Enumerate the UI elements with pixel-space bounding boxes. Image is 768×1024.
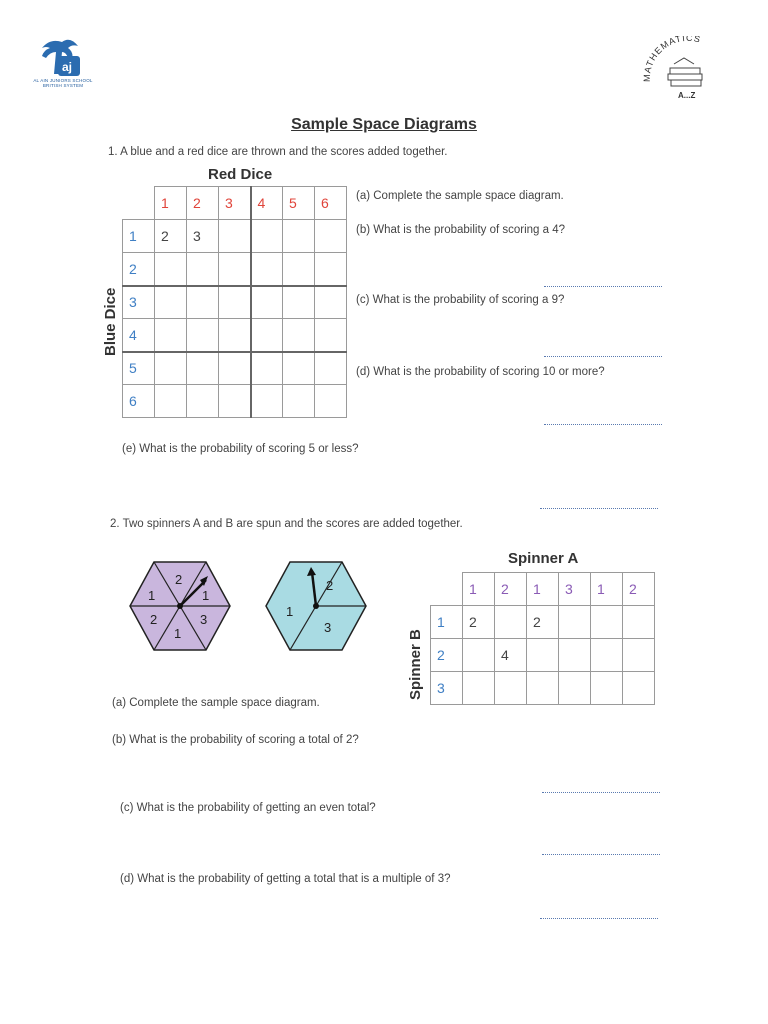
grid-cell[interactable] bbox=[527, 672, 559, 705]
col-header: 2 bbox=[495, 573, 527, 606]
grid-cell[interactable] bbox=[283, 385, 315, 418]
spinner-b bbox=[264, 560, 368, 652]
row-header: 1 bbox=[123, 220, 155, 253]
grid-cell[interactable] bbox=[283, 352, 315, 385]
grid-cell[interactable] bbox=[315, 385, 347, 418]
svg-text:aj: aj bbox=[62, 60, 73, 74]
grid-cell[interactable]: 3 bbox=[187, 220, 219, 253]
row-header: 3 bbox=[123, 286, 155, 319]
maths-logo bbox=[640, 36, 732, 106]
row-header: 4 bbox=[123, 319, 155, 352]
grid-cell[interactable]: 2 bbox=[463, 606, 495, 639]
q1-b-answer-line[interactable] bbox=[544, 286, 662, 287]
grid-cell[interactable] bbox=[495, 672, 527, 705]
q1-part-b: (b) What is the probability of scoring a 4? bbox=[356, 224, 566, 236]
grid-cell[interactable] bbox=[283, 220, 315, 253]
grid-cell[interactable] bbox=[155, 319, 187, 352]
spinner-a-label: 1 bbox=[202, 588, 210, 603]
school-name: AL AIN JUNIORS SCHOOL bbox=[33, 78, 93, 83]
grid-cell[interactable] bbox=[219, 253, 251, 286]
q2-part-a: (a) Complete the sample space diagram. bbox=[112, 697, 320, 709]
grid-cell[interactable] bbox=[155, 253, 187, 286]
col-header: 1 bbox=[591, 573, 623, 606]
q2-d-answer-line[interactable] bbox=[540, 918, 658, 919]
q1-e-answer-line[interactable] bbox=[540, 508, 658, 509]
grid-cell[interactable] bbox=[219, 286, 251, 319]
grid-cell[interactable] bbox=[219, 319, 251, 352]
row-header: 5 bbox=[123, 352, 155, 385]
grid-cell[interactable] bbox=[219, 352, 251, 385]
grid-cell[interactable] bbox=[187, 385, 219, 418]
maths-logo-sub: A...Z bbox=[678, 91, 696, 100]
col-header: 2 bbox=[187, 187, 219, 220]
row-header: 1 bbox=[431, 606, 463, 639]
spinner-a-label: 1 bbox=[148, 588, 156, 603]
q1-grid-title: Red Dice bbox=[208, 166, 273, 183]
spinner-a-label: 3 bbox=[200, 612, 208, 627]
grid-cell[interactable] bbox=[187, 253, 219, 286]
q1-c-answer-line[interactable] bbox=[544, 356, 662, 357]
col-header: 1 bbox=[463, 573, 495, 606]
school-logo-icon bbox=[28, 38, 98, 80]
grid-cell[interactable] bbox=[155, 352, 187, 385]
q2-part-b: (b) What is the probability of scoring a total of 2? bbox=[112, 734, 359, 746]
col-header: 6 bbox=[315, 187, 347, 220]
grid-cell[interactable] bbox=[187, 286, 219, 319]
q1-intro: 1. A blue and a red dice are thrown and the scores added together. bbox=[108, 146, 448, 158]
q2-part-d: (d) What is the probability of getting a total that is a multiple of 3? bbox=[120, 873, 451, 885]
grid-cell[interactable] bbox=[463, 639, 495, 672]
grid-cell[interactable]: 2 bbox=[527, 606, 559, 639]
grid-cell[interactable] bbox=[315, 286, 347, 319]
q2-b-answer-line[interactable] bbox=[542, 792, 660, 793]
grid-cell[interactable] bbox=[623, 606, 655, 639]
q1-part-d: (d) What is the probability of scoring 10 or more? bbox=[356, 366, 605, 378]
grid-cell[interactable] bbox=[591, 639, 623, 672]
q2-c-answer-line[interactable] bbox=[542, 854, 660, 855]
grid-cell[interactable] bbox=[463, 672, 495, 705]
q1-d-answer-line[interactable] bbox=[544, 424, 662, 425]
spinner-a-label: 2 bbox=[150, 612, 158, 627]
grid-cell[interactable] bbox=[187, 352, 219, 385]
col-header: 3 bbox=[219, 187, 251, 220]
spinner-b-label: 1 bbox=[286, 604, 294, 619]
grid-cell[interactable] bbox=[495, 606, 527, 639]
q2-grid-title: Spinner A bbox=[508, 550, 579, 567]
grid-cell[interactable] bbox=[155, 385, 187, 418]
school-subtitle: BRITISH SYSTEM bbox=[42, 83, 84, 88]
col-header: 4 bbox=[251, 187, 283, 220]
row-header: 6 bbox=[123, 385, 155, 418]
row-header: 2 bbox=[431, 639, 463, 672]
grid-cell[interactable] bbox=[251, 220, 283, 253]
row-header: 2 bbox=[123, 253, 155, 286]
spinner-a-label: 1 bbox=[174, 626, 182, 641]
spinner-b-label: 3 bbox=[324, 620, 332, 635]
grid-cell[interactable] bbox=[283, 253, 315, 286]
grid-cell[interactable] bbox=[591, 672, 623, 705]
spinner-a bbox=[128, 560, 232, 652]
col-header: 5 bbox=[283, 187, 315, 220]
grid-cell[interactable] bbox=[251, 385, 283, 418]
grid-cell[interactable] bbox=[559, 606, 591, 639]
grid-cell[interactable] bbox=[283, 286, 315, 319]
grid-cell[interactable] bbox=[283, 319, 315, 352]
grid-cell[interactable] bbox=[219, 220, 251, 253]
col-header: 3 bbox=[559, 573, 591, 606]
grid-cell[interactable] bbox=[591, 606, 623, 639]
grid-cell[interactable]: 4 bbox=[495, 639, 527, 672]
q2-part-c: (c) What is the probability of getting an even total? bbox=[120, 802, 376, 814]
grid-cell[interactable] bbox=[251, 253, 283, 286]
grid-cell[interactable] bbox=[315, 319, 347, 352]
col-header: 2 bbox=[623, 573, 655, 606]
q2-side-label: Spinner B bbox=[407, 629, 424, 700]
grid-cell[interactable] bbox=[559, 672, 591, 705]
grid-cell[interactable] bbox=[251, 352, 283, 385]
grid-corner bbox=[123, 187, 155, 220]
q1-part-e: (e) What is the probability of scoring 5 or less? bbox=[122, 443, 359, 455]
grid-cell[interactable] bbox=[219, 385, 251, 418]
q1-part-a: (a) Complete the sample space diagram. bbox=[356, 190, 564, 202]
grid-corner bbox=[431, 573, 463, 606]
grid-cell[interactable] bbox=[623, 672, 655, 705]
q2-intro: 2. Two spinners A and B are spun and the scores are added together. bbox=[110, 518, 463, 530]
page-title: Sample Space Diagrams bbox=[291, 116, 477, 133]
grid-cell[interactable] bbox=[315, 253, 347, 286]
grid-cell[interactable] bbox=[251, 319, 283, 352]
grid-cell[interactable] bbox=[187, 319, 219, 352]
spinner-b-label: 2 bbox=[326, 578, 334, 593]
maths-logo-text: MATHEMATICS bbox=[641, 36, 703, 83]
col-header: 1 bbox=[527, 573, 559, 606]
col-header: 1 bbox=[155, 187, 187, 220]
spinner-a-label: 2 bbox=[175, 572, 183, 587]
books-icon bbox=[668, 58, 702, 86]
grid-cell[interactable] bbox=[155, 286, 187, 319]
school-logo bbox=[28, 38, 98, 93]
q1-side-label: Blue Dice bbox=[102, 287, 119, 356]
grid-cell[interactable] bbox=[559, 639, 591, 672]
q1-sample-space-grid bbox=[122, 186, 347, 418]
row-header: 3 bbox=[431, 672, 463, 705]
grid-cell[interactable] bbox=[527, 639, 559, 672]
grid-cell[interactable] bbox=[315, 220, 347, 253]
grid-cell[interactable] bbox=[251, 286, 283, 319]
q1-part-c: (c) What is the probability of scoring a 9? bbox=[356, 294, 565, 306]
grid-cell[interactable] bbox=[623, 639, 655, 672]
q2-sample-space-grid bbox=[430, 572, 655, 705]
grid-cell[interactable]: 2 bbox=[155, 220, 187, 253]
grid-cell[interactable] bbox=[315, 352, 347, 385]
